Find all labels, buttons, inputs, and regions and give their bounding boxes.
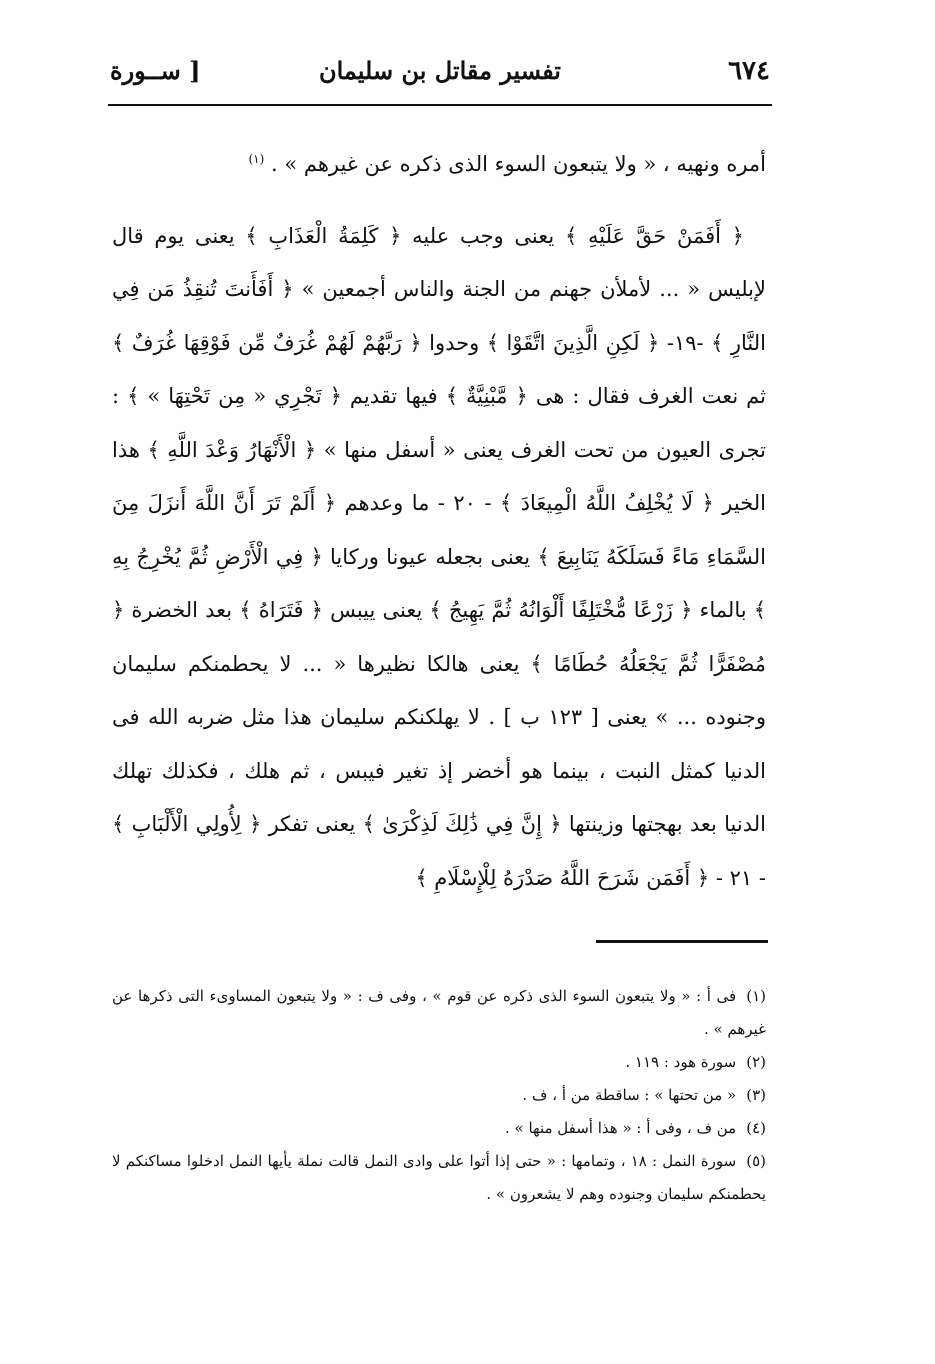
footnote-number: (٥) (746, 1152, 766, 1170)
footnotes (112, 980, 766, 1211)
paragraph-2: ﴿ أَفَمَنْ حَقَّ عَلَيْهِ ﴾ يعنى وجب عليه ﴿ كَلِمَةُ الْعَذَابِ ﴾ يعنى يوم قال لإبليس « ... لأملأن جهنم من الجنة والناس أجمعين » ﴿ أَفَأَنتَ تُنقِذُ مَن فِي النَّارِ ﴾ -١٩- ﴿ لَكِنِ الَّذِينَ اتَّقَوْا ﴾ وحدوا ﴿ رَبَّهُمْ لَهُمْ غُرَفٌ مِّن فَوْقِهَا غُرَفٌ ﴾ ثم نعت الغرف فقال : هى ﴿ مَّبْنِيَّةٌ ﴾ فيها تقديم ﴿ تَجْرِي « مِن تَحْتِهَا » ﴾ : تجرى العيون من تحت الغرف يعنى « أسفل منها » ﴿ الْأَنْهَارُ وَعْدَ اللَّهِ ﴾ هذا الخير ﴿ لَا يُخْلِفُ اللَّهُ الْمِيعَادَ ﴾ - ٢٠ - ما وعدهم ﴿ أَلَمْ تَرَ أَنَّ اللَّهَ أَنزَلَ مِنَ السَّمَاءِ مَاءً فَسَلَكَهُ يَنَابِيعَ ﴾ يعنى بجعله عيونا وركايا ﴿ فِي الْأَرْضِ ثُمَّ يُخْرِجُ بِهِ ﴾ بالماء ﴿ زَرْعًا مُّخْتَلِفًا أَلْوَانُهُ ثُمَّ يَهِيجُ ﴾ يعنى ييبس ﴿ فَتَرَاهُ ﴾ بعد الخضرة ﴿ مُصْفَرًّا ثُمَّ يَجْعَلُهُ حُطَامًا ﴾ يعنى هالكا نظيرها « ... لا يحطمنكم سليمان وجنوده ... » يعنى [ ١٢٣ ب ] . لا يهلكنكم سليمان هذا مثل ضربه الله فى الدنيا كمثل النبت ، بينما هو أخضر إذ تغير فيبس ، ثم هلك ، فكذلك تهلك الدنيا بعد بهجتها وزينتها ﴿ إِنَّ فِي ذَٰلِكَ لَذِكْرَىٰ ﴾ يعنى تفكر ﴿ لِأُولِي الْأَلْبَابِ ﴾ - ٢١ - ﴿ أَفَمَن شَرَحَ اللَّهُ صَدْرَهُ لِلْإِسْلَامِ ﴾ (112, 223, 766, 890)
book-title: تفسير مقاتل بن سليمان (318, 56, 561, 85)
page-number: ٦٧٤ (728, 56, 770, 86)
footnote-number: (٣) (746, 1086, 766, 1104)
footnote-5 (112, 1145, 766, 1211)
footnote-4 (112, 1112, 766, 1145)
footnote-divider (596, 940, 768, 943)
footnote-text: فى أ : « ولا يتبعون السوء الذى ذكره عن قوم » ، وفى ف : « ولا يتبعون المساوىء التى ذكرها عن غيرهم » . (112, 987, 766, 1038)
footnote-3 (112, 1079, 766, 1112)
header-divider (108, 104, 772, 106)
footnote-1 (112, 980, 766, 1046)
footnote-text: سورة النمل : ١٨ ، وتمامها : « حتى إذا أتوا على وادى النمل قالت نملة يأيها النمل ادخلوا مساكنكم لا يحطمنكم سليمان وجنوده وهم لا يشعرون » . (112, 1152, 766, 1203)
page-header (110, 52, 770, 96)
footnote-2 (112, 1046, 766, 1079)
footnote-text: سورة هود : ١١٩ . (625, 1053, 737, 1071)
paragraph-1-text: أمره ونهيه ، « ولا يتبعون السوء الذى ذكره عن غيرهم » . (270, 152, 766, 176)
footnote-text: من ف ، وفى أ : « هذا أسفل منها » . (504, 1119, 737, 1137)
surah-label: [ ســورة (110, 56, 201, 85)
footnote-number: (٢) (746, 1053, 766, 1071)
footnote-number: (٤) (746, 1119, 766, 1137)
paragraph-1 (112, 138, 766, 192)
footnote-ref-1: (١) (248, 152, 265, 166)
footnote-number: (١) (746, 987, 766, 1005)
footnote-text: « من تحتها » : ساقطة من أ ، ف . (522, 1086, 737, 1104)
main-text (112, 138, 766, 905)
